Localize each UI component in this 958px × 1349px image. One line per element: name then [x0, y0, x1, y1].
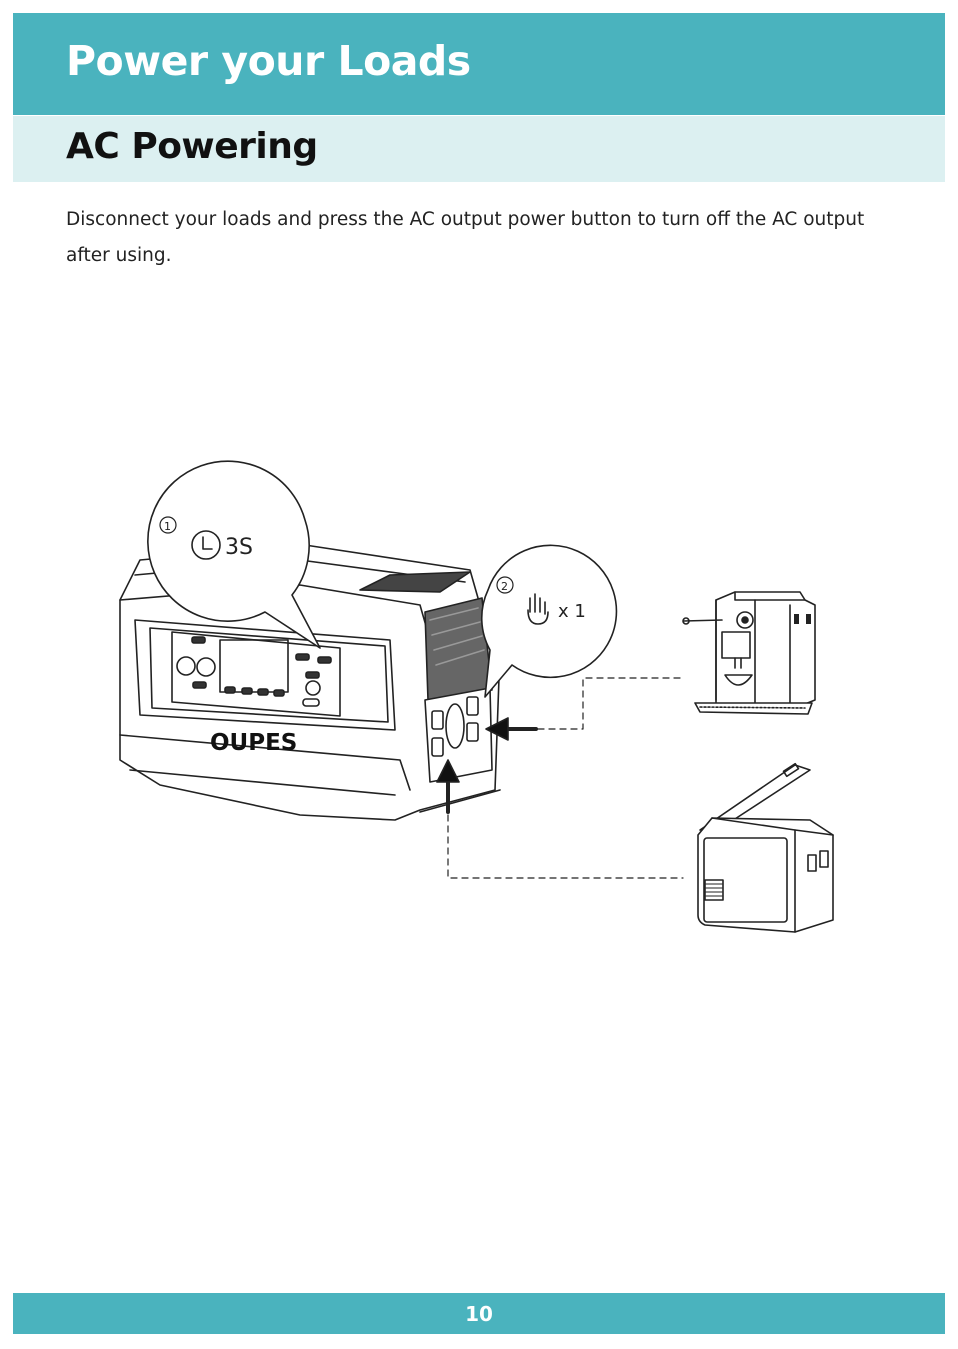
page-title: Power your Loads	[66, 37, 471, 85]
footer-bar	[13, 1293, 945, 1334]
section-title: AC Powering	[66, 126, 318, 167]
step2-count: x 1	[558, 601, 586, 622]
callout-step-2	[482, 545, 617, 697]
coffee-machine-icon	[683, 592, 815, 714]
instruction-text: Disconnect your loads and press the AC output power button to turn off the AC output after using.	[66, 209, 865, 266]
svg-text:2: 2	[501, 580, 508, 593]
cooler-box-icon	[698, 764, 833, 932]
svg-text:1: 1	[164, 520, 171, 533]
page-number: 10	[465, 1302, 493, 1326]
step1-duration: 3S	[225, 535, 253, 560]
brand-logo: OUPES	[210, 730, 298, 756]
